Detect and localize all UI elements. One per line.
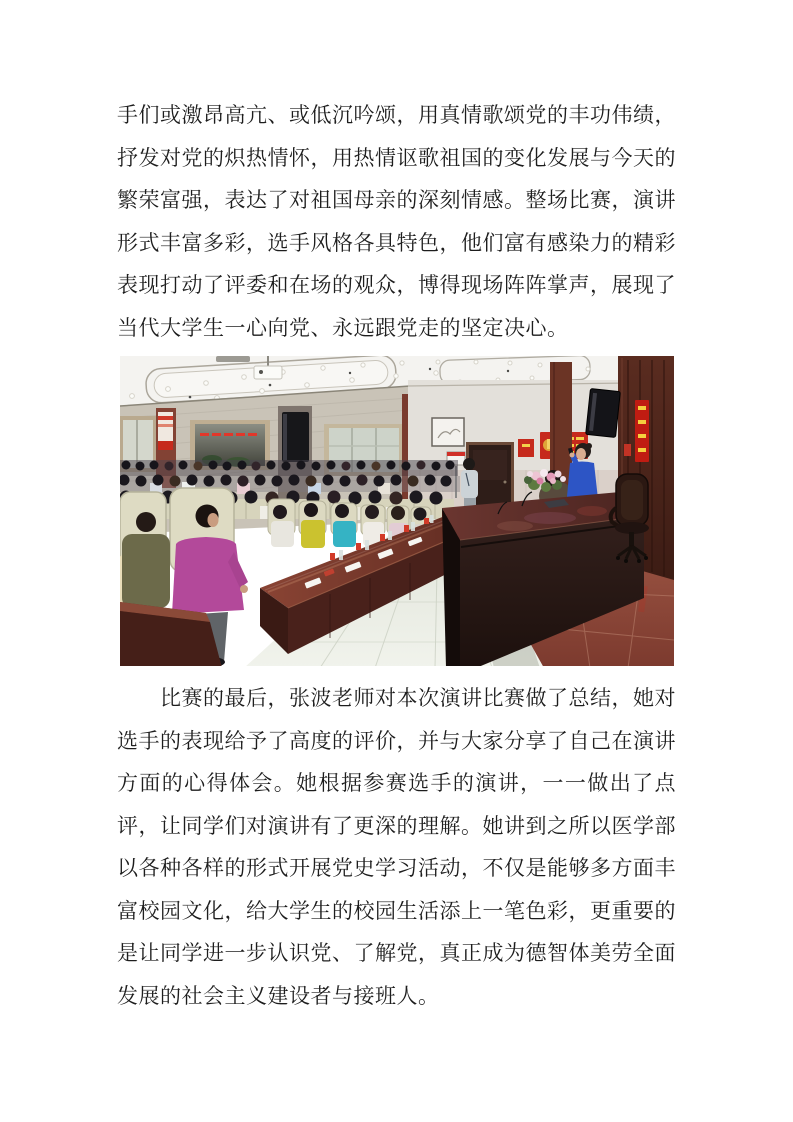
led-ticker [200,433,257,436]
poster-red-small [518,439,534,457]
ceiling-vent [216,356,250,362]
paragraph-summary: 比赛的最后，张波老师对本次演讲比赛做了总结，她对选手的表现给予了高度的评价，并与大家分享了自己在演讲方面的心得体会。她根据参赛选手的演讲，一一做出了点评，让同学们对演讲有了更深的理解。她讲到之所以医学部以各种各样的形式开展党史学习活动，不仅是能够多方面丰富校园文化，给大学生的校园生活添上一笔色彩，更重要的是让同学进一步认识党、了解党，真正成为德智体美劳全面发展的社会主义建设者与接班人。 [117,686,676,1008]
event-photo [120,356,674,666]
auditorium-photo-illustration [120,356,674,666]
lantern-red [624,444,631,456]
framed-picture [432,418,464,446]
paragraph-continuation: 手们或激昂高亢、或低沉吟颂，用真情歌颂党的丰功伟绩，抒发对党的炽热情怀，用热情讴歌祖国的变化发展与今天的繁荣富强，表达了对祖国母亲的深刻情感。整场比赛，演讲形式丰富多彩，选手风格各具特色，他们富有感染力的精彩表现打动了评委和在场的观众，博得现场阵阵掌声，展现了当代大学生一心向党、永远跟党走的坚定决心。 [117,103,676,340]
banner-red-vertical [635,400,649,462]
